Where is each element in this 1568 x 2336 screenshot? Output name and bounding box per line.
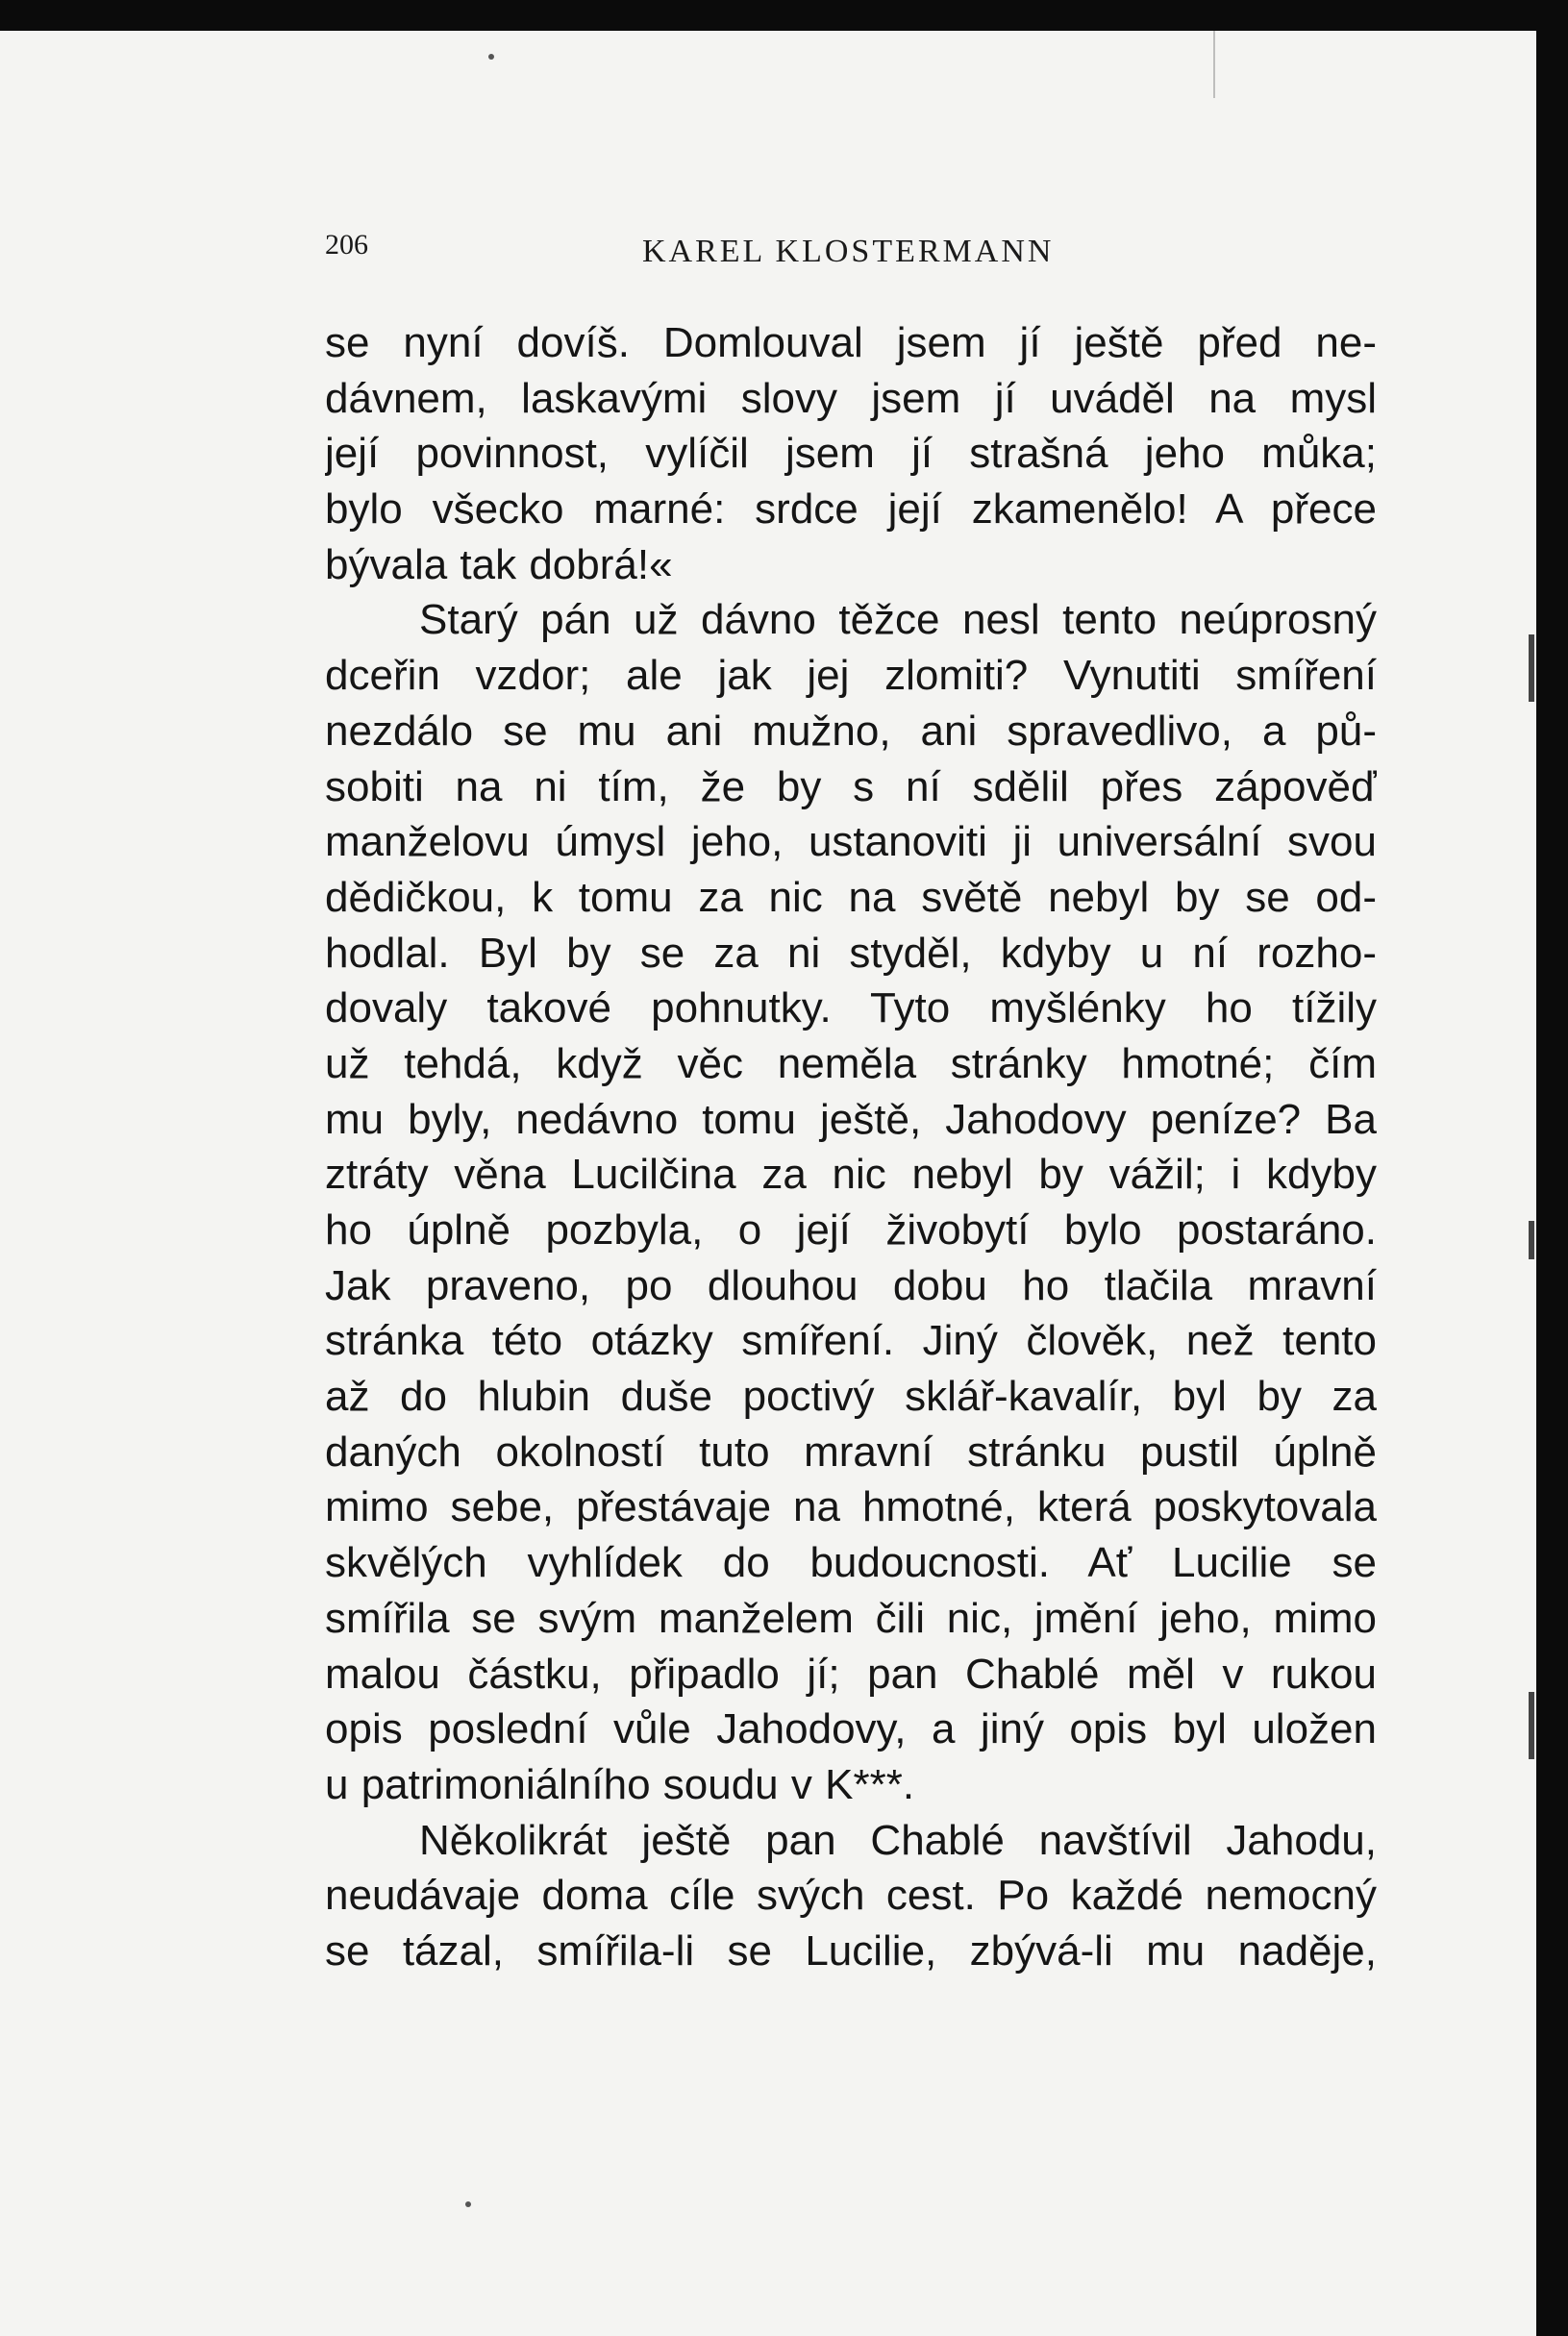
- text-line: neudávaje doma cíle svých cest. Po každé nemocný: [325, 1872, 1377, 1920]
- scan-speck: [488, 54, 494, 60]
- text-line: hodlal. Byl by se za ni styděl, kdyby u ní rozho-: [325, 929, 1377, 977]
- page-number: 206: [325, 229, 368, 261]
- text-line: až do hlubin duše poctivý sklář-kavalír, byl by za: [325, 1373, 1377, 1421]
- text-line: smířila se svým manželem čili nic, jmění jeho, mimo: [325, 1594, 1377, 1642]
- text-line: malou částku, připadlo jí; pan Chablé měl v rukou: [325, 1650, 1377, 1698]
- scan-border-right: [1536, 0, 1568, 2336]
- text-line: dávnem, laskavými slovy jsem jí uváděl na mysl: [325, 374, 1377, 422]
- text-line: skvělých vyhlídek do budoucnosti. Ať Lucilie se: [325, 1539, 1377, 1587]
- text-line: Několikrát ještě pan Chablé navštívil Jahodu,: [419, 1816, 1377, 1864]
- text-line: Starý pán už dávno těžce nesl tento neúprosný: [419, 596, 1377, 644]
- scan-edge-mark: [1529, 1221, 1534, 1259]
- text-line: se nyní dovíš. Domlouval jsem jí ještě před ne-: [325, 319, 1377, 366]
- text-line: bývala tak dobrá!«: [325, 540, 673, 588]
- text-line: bylo všecko marné: srdce její zkamenělo! A přece: [325, 485, 1377, 534]
- scan-edge-mark: [1529, 634, 1534, 702]
- text-line: ho úplně pozbyla, o její živobytí bylo postaráno.: [325, 1206, 1377, 1254]
- text-line: už tehdá, když věc neměla stránky hmotné; čím: [325, 1039, 1377, 1087]
- text-line: u patrimoniálního soudu v K***.: [325, 1760, 915, 1808]
- scan-speck: [465, 2201, 471, 2207]
- text-line: manželovu úmysl jeho, ustanoviti ji universální svou: [325, 818, 1377, 866]
- running-head: KAREL KLOSTERMANN: [642, 234, 1055, 269]
- scan-border-top: [0, 0, 1568, 31]
- text-line: opis poslední vůle Jahodovy, a jiný opis byl uložen: [325, 1705, 1377, 1753]
- text-line: se tázal, smířila-li se Lucilie, zbývá-li mu naděje,: [325, 1926, 1377, 1975]
- text-line: mimo sebe, přestávaje na hmotné, která poskytovala: [325, 1483, 1377, 1531]
- text-line: ztráty věna Lucilčina za nic nebyl by vážil; i kdyby: [325, 1151, 1377, 1199]
- text-line: její povinnost, vylíčil jsem jí strašná jeho můka;: [325, 430, 1377, 478]
- scan-edge-mark: [1529, 1692, 1534, 1759]
- scan-fold-line: [1213, 31, 1215, 98]
- body-text: [325, 315, 1377, 1979]
- text-line: dědičkou, k tomu za nic na světě nebyl by se od-: [325, 873, 1377, 921]
- text-line: Jak praveno, po dlouhou dobu ho tlačila mravní: [325, 1261, 1377, 1309]
- text-line: sobiti na ni tím, že by s ní sdělil přes zápověď: [325, 762, 1377, 810]
- text-line: nezdálo se mu ani mužno, ani spravedlivo, a pů-: [325, 707, 1377, 755]
- text-line: dovaly takové pohnutky. Tyto myšlénky ho tížily: [325, 984, 1377, 1032]
- text-line: daných okolností tuto mravní stránku pustil úplně: [325, 1428, 1377, 1476]
- text-line: dceřin vzdor; ale jak jej zlomiti? Vynutiti smíření: [325, 652, 1377, 700]
- text-line: mu byly, nedávno tomu ještě, Jahodovy peníze? Ba: [325, 1095, 1377, 1143]
- text-line: stránka této otázky smíření. Jiný člověk, než tento: [325, 1317, 1377, 1365]
